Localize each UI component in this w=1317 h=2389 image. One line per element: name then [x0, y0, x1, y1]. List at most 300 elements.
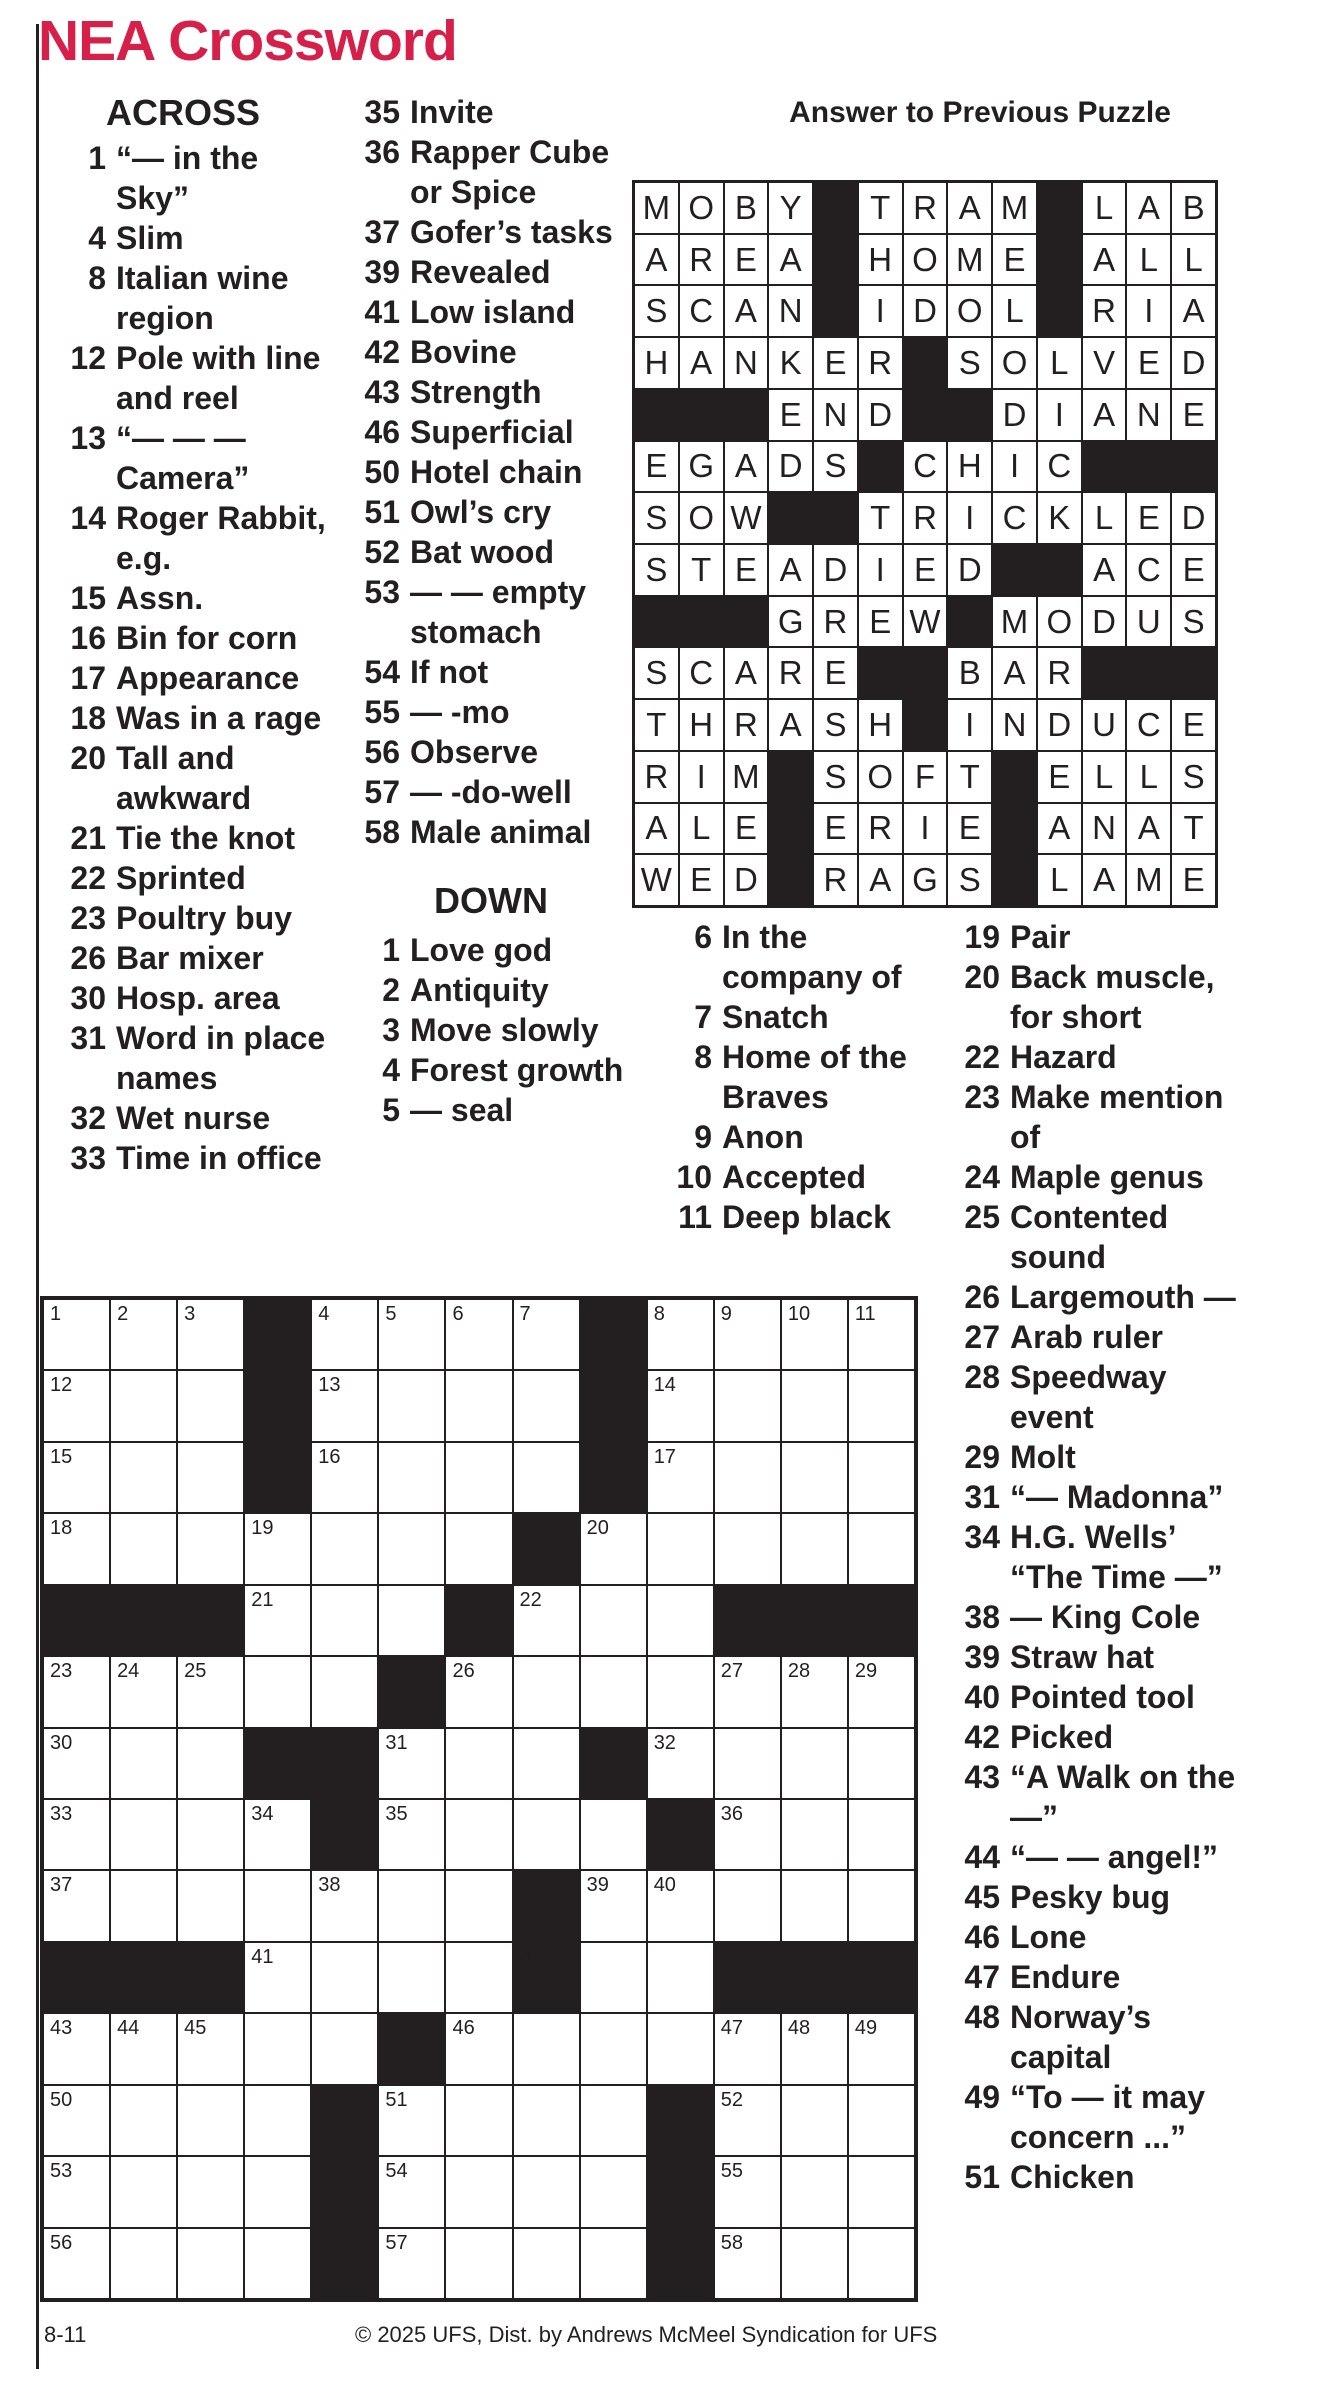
grid-cell[interactable] — [580, 2085, 647, 2156]
grid-cell[interactable] — [445, 1299, 512, 1370]
clue-number: 1 — [382, 932, 400, 968]
clue-number: 8 — [694, 1039, 712, 1075]
black-square — [647, 2156, 714, 2227]
grid-cell[interactable] — [244, 1870, 311, 1941]
grid-cell[interactable] — [311, 1442, 378, 1513]
clue-number: 55 — [364, 694, 400, 730]
grid-cell[interactable] — [177, 1442, 244, 1513]
grid-cell[interactable] — [244, 2085, 311, 2156]
grid-cell[interactable] — [848, 1513, 915, 1584]
clue-number: 54 — [364, 654, 400, 690]
clue-text: “— Madonna” — [1010, 1479, 1224, 1515]
black-square — [947, 389, 992, 441]
black-square — [679, 389, 724, 441]
answer-letter: D — [1082, 596, 1127, 648]
grid-cell[interactable] — [848, 1299, 915, 1370]
answer-letter: S — [1171, 596, 1216, 648]
grid-cell[interactable] — [177, 1299, 244, 1370]
grid-cell[interactable] — [110, 2156, 177, 2227]
grid-cell[interactable] — [781, 2013, 848, 2084]
clue-number: 41 — [364, 294, 400, 330]
grid-cell[interactable] — [513, 1728, 580, 1799]
answer-letter: D — [858, 389, 903, 441]
grid-cell[interactable] — [311, 1513, 378, 1584]
clue-number: 44 — [964, 1839, 1000, 1875]
answer-letter: E — [858, 596, 903, 648]
clue-text: — -mo — [410, 694, 510, 730]
grid-cell[interactable] — [378, 1728, 445, 1799]
grid-cell[interactable] — [445, 1370, 512, 1441]
grid-cell[interactable] — [110, 1870, 177, 1941]
grid-cell[interactable] — [378, 2085, 445, 2156]
answer-letter: W — [724, 492, 769, 544]
answer-letter: K — [1037, 492, 1082, 544]
grid-cell[interactable] — [781, 1870, 848, 1941]
clue-number: 53 — [364, 574, 400, 610]
grid-cell[interactable] — [110, 1370, 177, 1441]
answer-letter: R — [813, 854, 858, 906]
grid-cell[interactable] — [110, 1513, 177, 1584]
grid-cell[interactable] — [244, 1513, 311, 1584]
clue-item — [346, 412, 636, 452]
grid-cell[interactable] — [848, 1656, 915, 1727]
grid-cell[interactable] — [647, 1728, 714, 1799]
grid-cell[interactable] — [378, 1870, 445, 1941]
grid-cell[interactable] — [177, 2156, 244, 2227]
grid-cell[interactable] — [513, 1656, 580, 1727]
grid-cell[interactable] — [244, 1799, 311, 1870]
grid-cell[interactable] — [714, 1299, 781, 1370]
clue-number: 20 — [70, 740, 106, 776]
clue-number: 45 — [964, 1879, 1000, 1915]
grid-cell[interactable] — [311, 1656, 378, 1727]
black-square — [177, 1585, 244, 1656]
grid-cell[interactable] — [714, 1728, 781, 1799]
clue-text: Word in place names — [116, 1020, 326, 1096]
answer-letter: L — [1082, 751, 1127, 803]
clue-number: 8 — [88, 260, 106, 296]
answer-letter: S — [947, 854, 992, 906]
black-square — [714, 1942, 781, 2013]
answer-letter: M — [724, 751, 769, 803]
clue-text: Norway’s capital — [1010, 1999, 1152, 2075]
grid-cell[interactable] — [244, 1656, 311, 1727]
grid-cell[interactable] — [714, 1870, 781, 1941]
answer-letter: E — [679, 854, 724, 906]
grid-cell[interactable] — [781, 1513, 848, 1584]
answer-letter: S — [947, 337, 992, 389]
grid-cell[interactable] — [110, 1656, 177, 1727]
grid-cell[interactable] — [848, 2013, 915, 2084]
down-clue-list-continued — [658, 917, 920, 1237]
cell-number: 54 — [385, 2160, 408, 2183]
grid-cell[interactable] — [43, 1442, 110, 1513]
black-square — [1037, 182, 1082, 234]
black-square — [848, 1942, 915, 2013]
answer-letter: E — [634, 441, 679, 493]
grid-cell[interactable] — [714, 2156, 781, 2227]
answer-letter: W — [903, 596, 948, 648]
grid-cell[interactable] — [244, 1585, 311, 1656]
grid-cell[interactable] — [311, 1942, 378, 2013]
grid-cell[interactable] — [378, 1513, 445, 1584]
cell-number: 20 — [586, 1517, 609, 1540]
answer-letter: H — [947, 441, 992, 493]
grid-cell[interactable] — [445, 1656, 512, 1727]
answer-letter: U — [1126, 596, 1171, 648]
clue-number: 17 — [70, 660, 106, 696]
answer-letter: I — [679, 751, 724, 803]
clue-text: Assn. — [116, 580, 204, 616]
grid-cell[interactable] — [177, 1656, 244, 1727]
grid-cell[interactable] — [513, 2228, 580, 2299]
grid-cell[interactable] — [781, 1370, 848, 1441]
answer-letter: H — [858, 699, 903, 751]
grid-cell[interactable] — [848, 1370, 915, 1441]
grid-cell[interactable] — [580, 2013, 647, 2084]
clue-number: 47 — [964, 1959, 1000, 1995]
clue-text: Wet nurse — [116, 1100, 271, 1136]
cell-number: 7 — [519, 1303, 531, 1325]
answer-letter: O — [1037, 596, 1082, 648]
clue-number: 31 — [964, 1479, 1000, 1515]
answer-letter: E — [1171, 699, 1216, 751]
cell-number: 5 — [385, 1303, 397, 1325]
grid-cell[interactable] — [647, 1942, 714, 2013]
clue-number: 24 — [964, 1159, 1000, 1195]
answer-letter: L — [1082, 492, 1127, 544]
answer-letter: R — [634, 751, 679, 803]
grid-cell[interactable] — [513, 2156, 580, 2227]
clue-item — [346, 1090, 636, 1130]
clue-item — [946, 2077, 1246, 2157]
clue-text: Bar mixer — [116, 940, 264, 976]
grid-cell[interactable] — [110, 1728, 177, 1799]
grid-cell[interactable] — [43, 1513, 110, 1584]
grid-cell[interactable] — [848, 1799, 915, 1870]
grid-cell[interactable] — [378, 2228, 445, 2299]
across-header: ACROSS — [106, 92, 261, 133]
grid-cell[interactable] — [177, 2085, 244, 2156]
grid-cell[interactable] — [177, 1728, 244, 1799]
grid-cell[interactable] — [647, 1299, 714, 1370]
clue-number: 48 — [964, 1999, 1000, 2035]
grid-cell[interactable] — [43, 1656, 110, 1727]
grid-cell[interactable] — [647, 2013, 714, 2084]
clue-number: 50 — [364, 454, 400, 490]
answer-letter: A — [768, 699, 813, 751]
clue-item — [52, 938, 330, 978]
black-square — [110, 1942, 177, 2013]
clue-item — [346, 332, 636, 372]
grid-cell[interactable] — [580, 1585, 647, 1656]
grid-cell[interactable] — [580, 1799, 647, 1870]
grid-cell[interactable] — [445, 2156, 512, 2227]
clue-text: “— — — Camera” — [116, 420, 250, 496]
answer-letter: E — [813, 337, 858, 389]
answer-letter: C — [1037, 441, 1082, 493]
grid-cell[interactable] — [781, 2228, 848, 2299]
cell-number: 8 — [653, 1303, 665, 1325]
grid-cell[interactable] — [714, 1656, 781, 1727]
grid-cell[interactable] — [848, 1870, 915, 1941]
clue-item — [946, 1877, 1246, 1917]
grid-cell[interactable] — [781, 1799, 848, 1870]
clue-text: Hosp. area — [116, 980, 280, 1016]
cell-number: 34 — [251, 1803, 274, 1825]
grid-cell[interactable] — [177, 1799, 244, 1870]
answer-letter: S — [1171, 751, 1216, 803]
grid-cell[interactable] — [110, 2013, 177, 2084]
grid-cell[interactable] — [244, 2228, 311, 2299]
clue-number: 39 — [364, 254, 400, 290]
grid-cell[interactable] — [647, 1370, 714, 1441]
clue-text: Pointed tool — [1010, 1679, 1195, 1715]
grid-cell[interactable] — [445, 1942, 512, 2013]
black-square — [947, 596, 992, 648]
grid-cell[interactable] — [311, 1299, 378, 1370]
answer-letter: E — [768, 389, 813, 441]
grid-cell[interactable] — [445, 2013, 512, 2084]
grid-cell[interactable] — [781, 1299, 848, 1370]
grid-cell[interactable] — [580, 1656, 647, 1727]
grid-cell[interactable] — [177, 1370, 244, 1441]
answer-letter: A — [947, 182, 992, 234]
grid-cell[interactable] — [445, 1799, 512, 1870]
answer-letter: E — [724, 544, 769, 596]
answer-letter: S — [634, 544, 679, 596]
grid-cell[interactable] — [378, 1370, 445, 1441]
grid-cell[interactable] — [177, 2013, 244, 2084]
grid-cell[interactable] — [244, 2156, 311, 2227]
clue-item — [946, 917, 1246, 957]
clue-text: Roger Rabbit, e.g. — [116, 500, 326, 576]
grid-cell[interactable] — [43, 2013, 110, 2084]
grid-cell[interactable] — [647, 1870, 714, 1941]
clue-text: Poultry buy — [116, 900, 293, 936]
clue-text: In the company of — [722, 919, 902, 995]
grid-cell[interactable] — [580, 1942, 647, 2013]
cell-number: 44 — [117, 2017, 140, 2040]
grid-cell[interactable] — [513, 1442, 580, 1513]
clue-item — [346, 812, 636, 852]
grid-cell[interactable] — [43, 2156, 110, 2227]
grid-cell[interactable] — [110, 1442, 177, 1513]
footer-date: 8-11 — [44, 2322, 87, 2347]
black-square — [580, 1299, 647, 1370]
black-square — [311, 1728, 378, 1799]
clue-text: Pole with line and reel — [116, 340, 321, 416]
grid-cell[interactable] — [580, 1513, 647, 1584]
clue-number: 1 — [88, 140, 106, 176]
black-square — [781, 1585, 848, 1656]
answer-letter: E — [1171, 544, 1216, 596]
clue-text: “— — angel!” — [1010, 1839, 1219, 1875]
grid-cell[interactable] — [647, 1656, 714, 1727]
grid-cell[interactable] — [781, 2085, 848, 2156]
grid-cell[interactable] — [848, 1728, 915, 1799]
grid-cell[interactable] — [781, 2156, 848, 2227]
black-square — [580, 1370, 647, 1441]
answer-letter: W — [634, 854, 679, 906]
answer-letter: E — [1171, 854, 1216, 906]
clue-item — [346, 652, 636, 692]
clue-text: Appearance — [116, 660, 300, 696]
grid-cell[interactable] — [110, 1799, 177, 1870]
black-square — [311, 1799, 378, 1870]
grid-cell[interactable] — [513, 2085, 580, 2156]
grid-cell[interactable] — [714, 1442, 781, 1513]
grid-cell[interactable] — [110, 2085, 177, 2156]
clue-item — [946, 1637, 1246, 1677]
grid-cell[interactable] — [43, 1870, 110, 1941]
clue-number: 43 — [964, 1759, 1000, 1795]
grid-cell[interactable] — [43, 2085, 110, 2156]
grid-cell[interactable] — [714, 2228, 781, 2299]
grid-cell[interactable] — [244, 2013, 311, 2084]
grid-cell[interactable] — [244, 1942, 311, 2013]
answer-letter: A — [1126, 803, 1171, 855]
cell-number: 18 — [50, 1517, 73, 1540]
grid-cell[interactable] — [445, 2085, 512, 2156]
grid-cell[interactable] — [848, 2228, 915, 2299]
clue-text: “— in the Sky” — [116, 140, 259, 216]
clue-number: 51 — [364, 494, 400, 530]
answer-letter: E — [813, 647, 858, 699]
black-square — [992, 854, 1037, 906]
grid-cell[interactable] — [445, 1513, 512, 1584]
clue-item — [658, 1197, 920, 1237]
clue-item — [946, 1037, 1246, 1077]
clue-item — [52, 618, 330, 658]
grid-cell[interactable] — [378, 2156, 445, 2227]
grid-cell[interactable] — [43, 1728, 110, 1799]
grid-cell[interactable] — [445, 1442, 512, 1513]
grid-cell[interactable] — [714, 2085, 781, 2156]
grid-cell[interactable] — [311, 2013, 378, 2084]
black-square — [903, 647, 948, 699]
clue-item — [658, 917, 920, 997]
clue-number: 23 — [70, 900, 106, 936]
clue-number: 10 — [676, 1159, 712, 1195]
black-square — [992, 544, 1037, 596]
grid-cell[interactable] — [513, 1585, 580, 1656]
grid-cell[interactable] — [311, 1870, 378, 1941]
grid-cell[interactable] — [378, 1799, 445, 1870]
clue-item — [52, 1018, 330, 1098]
answer-letter: U — [1082, 699, 1127, 751]
answer-letter: S — [813, 751, 858, 803]
answer-letter: A — [768, 544, 813, 596]
grid-cell[interactable] — [781, 1442, 848, 1513]
grid-cell[interactable] — [513, 2013, 580, 2084]
clue-number: 51 — [964, 2159, 1000, 2195]
clue-item — [52, 738, 330, 818]
cell-number: 22 — [519, 1588, 542, 1611]
grid-cell[interactable] — [848, 2085, 915, 2156]
grid-cell[interactable] — [378, 1942, 445, 2013]
grid-cell[interactable] — [177, 2228, 244, 2299]
grid-cell[interactable] — [513, 1799, 580, 1870]
grid-cell[interactable] — [714, 2013, 781, 2084]
clue-text: Speedway event — [1010, 1359, 1167, 1435]
grid-cell[interactable] — [647, 1585, 714, 1656]
answer-letter: T — [634, 699, 679, 751]
grid-cell[interactable] — [781, 1728, 848, 1799]
cell-number: 57 — [385, 2231, 408, 2254]
cell-number: 1 — [50, 1303, 62, 1325]
grid-cell[interactable] — [580, 2156, 647, 2227]
cell-number: 25 — [184, 1660, 207, 1683]
clue-number: 25 — [964, 1199, 1000, 1235]
answer-letter: E — [947, 803, 992, 855]
across-column-2 — [346, 92, 636, 1130]
grid-cell[interactable] — [43, 2228, 110, 2299]
cell-number: 32 — [653, 1731, 676, 1754]
grid-cell[interactable] — [378, 1585, 445, 1656]
grid-cell[interactable] — [177, 1870, 244, 1941]
clue-text: Chicken — [1010, 2159, 1135, 2195]
grid-cell[interactable] — [311, 1585, 378, 1656]
answer-letter: I — [992, 441, 1037, 493]
grid-cell[interactable] — [110, 1299, 177, 1370]
black-square — [1037, 544, 1082, 596]
answer-letter: A — [992, 647, 1037, 699]
answer-letter: A — [1082, 234, 1127, 286]
answer-letter: Y — [768, 182, 813, 234]
answer-letter: C — [1126, 699, 1171, 751]
clue-item — [658, 1117, 920, 1157]
black-square — [714, 1585, 781, 1656]
grid-cell[interactable] — [43, 1370, 110, 1441]
grid-cell[interactable] — [647, 1513, 714, 1584]
answer-letter: O — [903, 234, 948, 286]
answer-letter: A — [634, 803, 679, 855]
black-square — [768, 751, 813, 803]
answer-letter: R — [903, 182, 948, 234]
grid-cell[interactable] — [445, 1728, 512, 1799]
grid-cell[interactable] — [311, 1370, 378, 1441]
grid-cell[interactable] — [43, 1799, 110, 1870]
grid-cell[interactable] — [580, 1870, 647, 1941]
grid-cell[interactable] — [580, 2228, 647, 2299]
grid-cell[interactable] — [445, 1870, 512, 1941]
grid-cell[interactable] — [714, 1513, 781, 1584]
grid-cell[interactable] — [714, 1370, 781, 1441]
grid-cell[interactable] — [110, 2228, 177, 2299]
grid-cell[interactable] — [177, 1513, 244, 1584]
grid-cell[interactable] — [513, 1299, 580, 1370]
black-square — [768, 492, 813, 544]
clue-text: H.G. Wells’ “The Time —” — [1010, 1519, 1223, 1595]
answer-letter: V — [1082, 337, 1127, 389]
clue-number: 12 — [70, 340, 106, 376]
grid-cell[interactable] — [378, 1299, 445, 1370]
black-square — [724, 596, 769, 648]
grid-cell[interactable] — [848, 1442, 915, 1513]
grid-cell[interactable] — [378, 1442, 445, 1513]
grid-cell[interactable] — [848, 2156, 915, 2227]
black-square — [445, 1585, 512, 1656]
grid-cell[interactable] — [43, 1299, 110, 1370]
clue-text: Deep black — [722, 1199, 891, 1235]
grid-cell[interactable] — [781, 1656, 848, 1727]
grid-cell[interactable] — [513, 1370, 580, 1441]
cell-number: 41 — [251, 1945, 274, 1968]
grid-cell[interactable] — [445, 2228, 512, 2299]
grid-cell[interactable] — [647, 1442, 714, 1513]
grid-cell[interactable] — [714, 1799, 781, 1870]
